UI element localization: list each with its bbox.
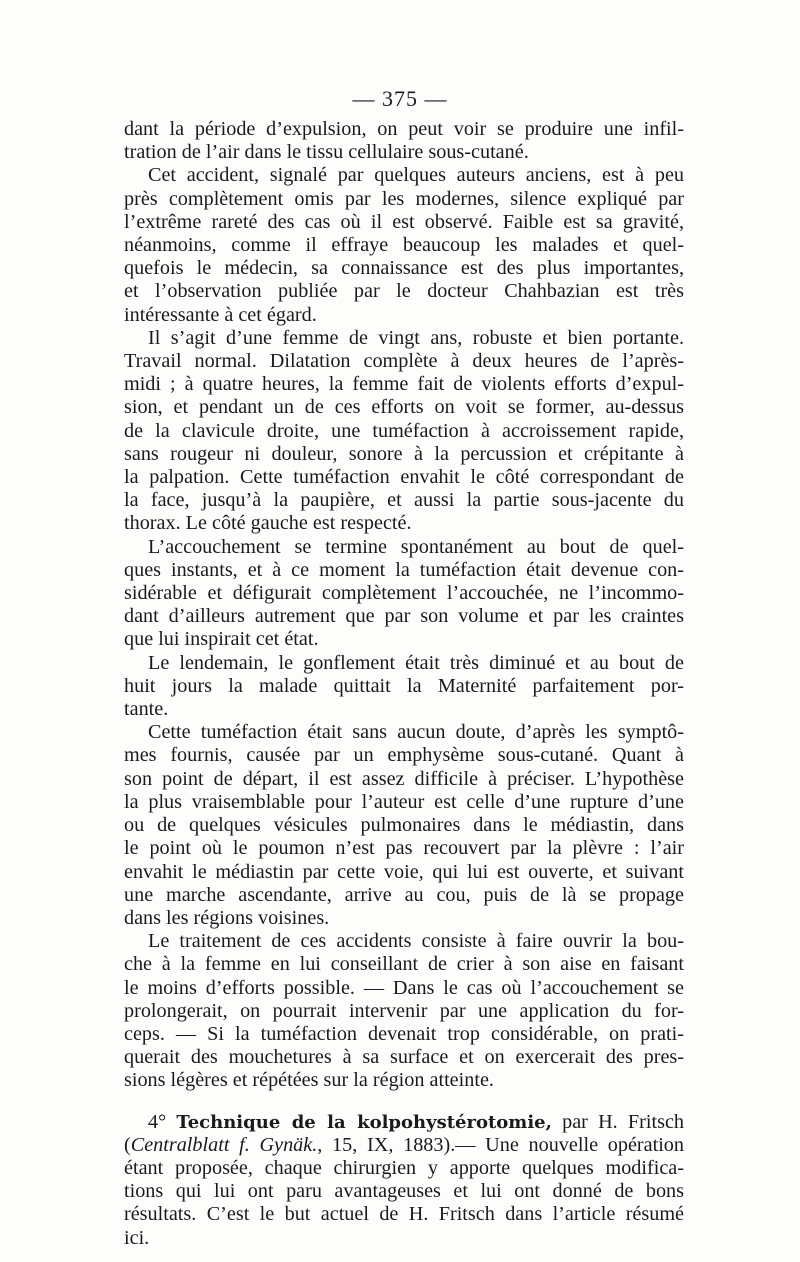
text-line: ques instants, et à ce moment la tuméfaction était devenue con- xyxy=(124,558,684,581)
text-line: Cet accident, signalé par quelques auteurs anciens, est à peu xyxy=(148,164,684,187)
text-line: tions qui lui ont paru avantageuses et lui ont donné de bons xyxy=(124,1180,684,1203)
text-line: la plus vraisemblable pour l’auteur est celle d’une rupture d’une xyxy=(124,790,684,813)
text-line: l’extrême rareté des cas où il est observé. Faible est sa gravité, xyxy=(124,210,684,233)
text-line: thorax. Le côté gauche est respecté. xyxy=(124,512,412,535)
text-line: quefois le médecin, sa connaissance est des plus importantes, xyxy=(124,257,684,280)
section-gap xyxy=(124,1093,684,1111)
section-reference-line xyxy=(124,1134,684,1157)
text-line: intéressante à cet égard. xyxy=(124,303,317,326)
text-line: la palpation. Cette tuméfaction envahit le côté correspondant de xyxy=(124,466,684,489)
text-line: le moins d’efforts possible. — Dans le cas où l’accouchement se xyxy=(124,976,684,999)
text-line: une marche ascendante, arrive au cou, puis de là se propage xyxy=(124,883,684,906)
text-line: Le traitement de ces accidents consiste à faire ouvrir la bou- xyxy=(148,930,684,953)
page-number: — 375 — xyxy=(352,86,448,111)
paragraph xyxy=(124,536,684,652)
text-line: étant proposée, chaque chirurgien y apporte quelques modifica- xyxy=(124,1156,684,1179)
text-line: dans les régions voisines. xyxy=(124,906,330,929)
text-line: dant la période d’expulsion, on peut voir se produire une infil- xyxy=(124,118,684,140)
paragraph xyxy=(124,652,684,722)
text-line: Cette tuméfaction était sans aucun doute, d’après les symptô- xyxy=(148,721,684,744)
text-line: querait des mouchetures à sa surface et on exercerait des pres- xyxy=(124,1046,684,1069)
paragraphs xyxy=(124,118,684,1093)
section-lines xyxy=(124,1157,684,1250)
text-line: son point de départ, il est assez difficile à préciser. L’hypothèse xyxy=(124,767,684,790)
paragraph xyxy=(124,118,684,164)
paragraph xyxy=(124,327,684,536)
text-line: sion, et pendant un de ces efforts on voit se former, au-dessus xyxy=(124,396,684,419)
text-line: le point où le poumon n’est pas recouvert par la plèvre : l’air xyxy=(124,837,684,860)
section-technique xyxy=(124,1111,684,1250)
text-line: ici. xyxy=(124,1226,150,1249)
text-line: ou de quelques vésicules pulmonaires dans le médiastin, dans xyxy=(124,814,684,837)
text-line: Travail normal. Dilatation complète à deux heures de l’après- xyxy=(124,350,684,373)
text-line: néanmoins, comme il effraye beaucoup les malades et quel- xyxy=(124,234,684,257)
text-line: ceps. — Si la tuméfaction devenait trop considérable, on prati- xyxy=(124,1022,684,1045)
text-line: Le lendemain, le gonflement était très diminué et au bout de xyxy=(148,651,684,674)
text-line: et l’observation publiée par le docteur Chahbazian est très xyxy=(124,280,684,303)
text-line: sans rougeur ni douleur, sonore à la percussion et crépitante à xyxy=(124,442,684,465)
text-line: L’accouchement se termine spontanément au bout de quel- xyxy=(148,535,684,558)
text-line: envahit le médiastin par cette voie, qui lui est ouverte, et suivant xyxy=(124,860,684,883)
paragraph xyxy=(124,930,684,1092)
text-line: Il s’agit d’une femme de vingt ans, robuste et bien portante. xyxy=(148,326,684,349)
section-title: Technique de la kolpohystérotomie, xyxy=(176,1111,552,1133)
reference-rest: , 15, IX, 1883).— Une nouvelle opération xyxy=(317,1133,684,1156)
section-number: 4° xyxy=(148,1110,167,1133)
text-line: sidérable et défigurait complètement l’accouchée, ne l’incommo- xyxy=(124,582,684,605)
paragraph xyxy=(124,721,684,930)
text-line: midi ; à quatre heures, la femme fait de violents efforts d’expul- xyxy=(124,373,684,396)
text-line: tration de l’air dans le tissu cellulaire sous-cutané. xyxy=(124,141,529,164)
text-line: résultats. C’est le but actuel de H. Fritsch dans l’article résumé xyxy=(124,1203,684,1226)
text-line: la face, jusqu’à la paupière, et aussi la partie sous-jacente du xyxy=(124,489,684,512)
body-text xyxy=(124,118,684,1250)
journal-title: Centralblatt f. Gynäk. xyxy=(130,1133,318,1156)
text-line: dant d’ailleurs autrement que par son volume et par les craintes xyxy=(124,605,684,628)
text-line: près complètement omis par les modernes, silence expliqué par xyxy=(124,187,684,210)
text-line: mes fournis, causée par un emphysème sous-cutané. Quant à xyxy=(124,744,684,767)
text-line: sions légères et répétées sur la région atteinte. xyxy=(124,1069,494,1092)
text-line: de la clavicule droite, une tuméfaction à accroissement rapide, xyxy=(124,419,684,442)
text-line: tante. xyxy=(124,698,169,721)
text-line: que lui inspirait cet état. xyxy=(124,628,319,651)
text-line: che à la femme en lui conseillant de crier à son aise en faisant xyxy=(124,953,684,976)
paragraph xyxy=(124,164,684,326)
text-line: prolongerait, on pourrait intervenir par une application du for- xyxy=(124,999,684,1022)
reference-open: ( xyxy=(124,1133,131,1156)
text-line: huit jours la malade quittait la Maternité parfaitement por- xyxy=(124,674,684,697)
section-heading-line xyxy=(124,1111,684,1134)
section-author: par H. Fritsch xyxy=(551,1110,685,1133)
